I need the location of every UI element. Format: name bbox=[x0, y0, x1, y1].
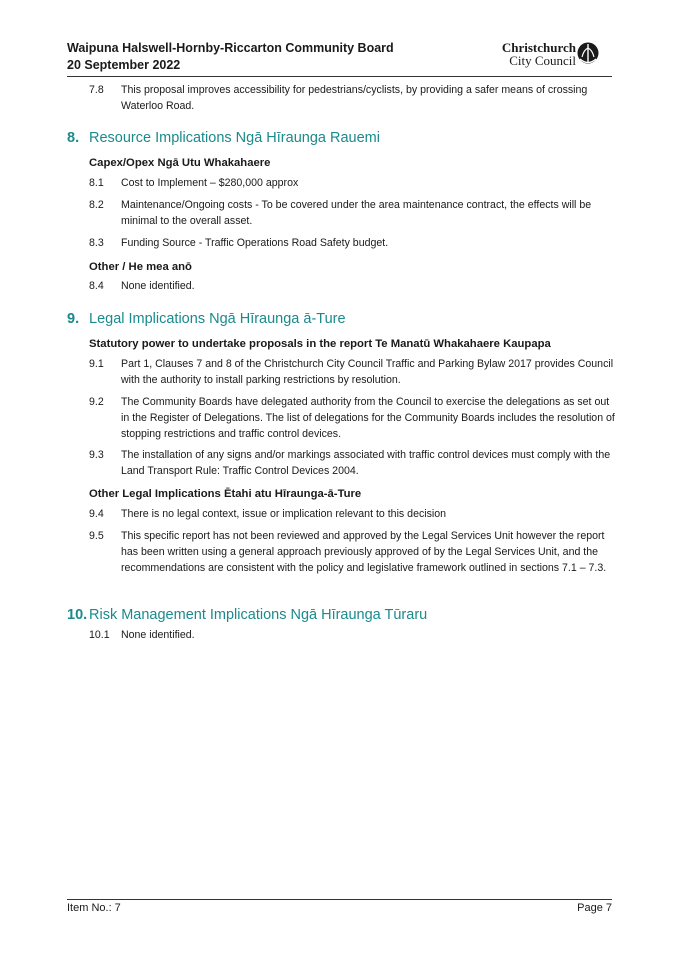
paragraph-8-2-text: Maintenance/Ongoing costs - To be covered under the area maintenance contract, the effects will be minimal to the overall asset. bbox=[121, 199, 592, 227]
paragraph-number: 10.1 bbox=[89, 629, 110, 641]
item-number: Item No.: 7 bbox=[67, 902, 121, 914]
paragraph-number: 8.2 bbox=[89, 199, 104, 211]
section-number: 10. bbox=[67, 607, 88, 623]
paragraph-number: 9.5 bbox=[89, 530, 104, 542]
paragraph-10-1-text: None identified. bbox=[121, 629, 195, 641]
section-number: 8. bbox=[67, 130, 80, 146]
header-divider bbox=[67, 76, 612, 77]
council-logo bbox=[502, 41, 612, 71]
subheading-statutory-power: Statutory power to undertake proposals in the report Te Manatū Whakahaere Kaupapa bbox=[89, 338, 551, 350]
paragraph-9-1-text: Part 1, Clauses 7 and 8 of the Christchurch City Council Traffic and Parking Bylaw 2017 provides Council with the authority to install parking restrictions by resolution. bbox=[121, 358, 614, 386]
paragraph-7-8-text: This proposal improves accessibility for pedestrians/cyclists, by providing a safer means of crossing Waterloo Road. bbox=[121, 84, 588, 112]
section-title: Resource Implications Ngā Hīraunga Rauemi bbox=[89, 130, 380, 146]
paragraph-9-3-text: The installation of any signs and/or markings associated with traffic control devices must comply with the Land Transport Rule: Traffic Control Devices 2004. bbox=[121, 449, 611, 477]
logo-text-line1: Christchurch bbox=[501, 40, 576, 55]
board-title: Waipuna Halswell-Hornby-Riccarton Community Board bbox=[67, 41, 394, 55]
paragraph-number: 7.8 bbox=[89, 84, 104, 96]
paragraph-9-5-text: This specific report has not been reviewed and approved by the Legal Services Unit however the report has been written using a general approach previously approved of by the Legal Services Unit, and the recommendations are consistent with the policy and legislative framework outlined in sections 7.1 – 7.3. bbox=[121, 530, 607, 574]
paragraph-number: 8.3 bbox=[89, 237, 104, 249]
footer-divider bbox=[67, 899, 612, 900]
header-block bbox=[67, 40, 612, 76]
section-10-heading bbox=[67, 605, 427, 625]
subheading-other-legal: Other Legal Implications Ētahi atu Hīraunga-ā-Ture bbox=[89, 488, 362, 500]
paragraph-number: 9.4 bbox=[89, 508, 104, 520]
paragraph-number: 8.4 bbox=[89, 280, 104, 292]
page-number: Page 7 bbox=[577, 902, 612, 914]
paragraph-8-1-text: Cost to Implement – $280,000 approx bbox=[121, 177, 299, 189]
section-number: 9. bbox=[67, 311, 80, 327]
section-title: Risk Management Implications Ngā Hīraunga Tūraru bbox=[89, 607, 428, 623]
paragraph-number: 9.3 bbox=[89, 449, 104, 461]
section-9-heading bbox=[67, 309, 346, 329]
paragraph-number: 9.1 bbox=[89, 358, 104, 370]
paragraph-9-2-text: The Community Boards have delegated authority from the Council to exercise the delegations as set out in the Register of Delegations. The list of delegations for the Community Boards includes the resolution of stopping restrictions and traffic control devices. bbox=[121, 396, 615, 440]
section-title: Legal Implications Ngā Hīraunga ā-Ture bbox=[89, 311, 346, 327]
paragraph-number: 9.2 bbox=[89, 396, 104, 408]
paragraph-8-4-text: None identified. bbox=[121, 280, 195, 292]
paragraph-number: 8.1 bbox=[89, 177, 104, 189]
paragraph-8-3-text: Funding Source - Traffic Operations Road Safety budget. bbox=[121, 237, 389, 249]
subheading-other: Other / He mea anō bbox=[89, 261, 192, 273]
council-emblem-icon bbox=[577, 42, 599, 66]
meeting-date: 20 September 2022 bbox=[67, 58, 181, 72]
subheading-capex-opex: Capex/Opex Ngā Utu Whakahaere bbox=[89, 157, 271, 169]
section-8-heading bbox=[67, 128, 380, 148]
paragraph-9-4-text: There is no legal context, issue or implication relevant to this decision bbox=[121, 508, 447, 520]
logo-text-line2: City Council bbox=[509, 53, 576, 68]
